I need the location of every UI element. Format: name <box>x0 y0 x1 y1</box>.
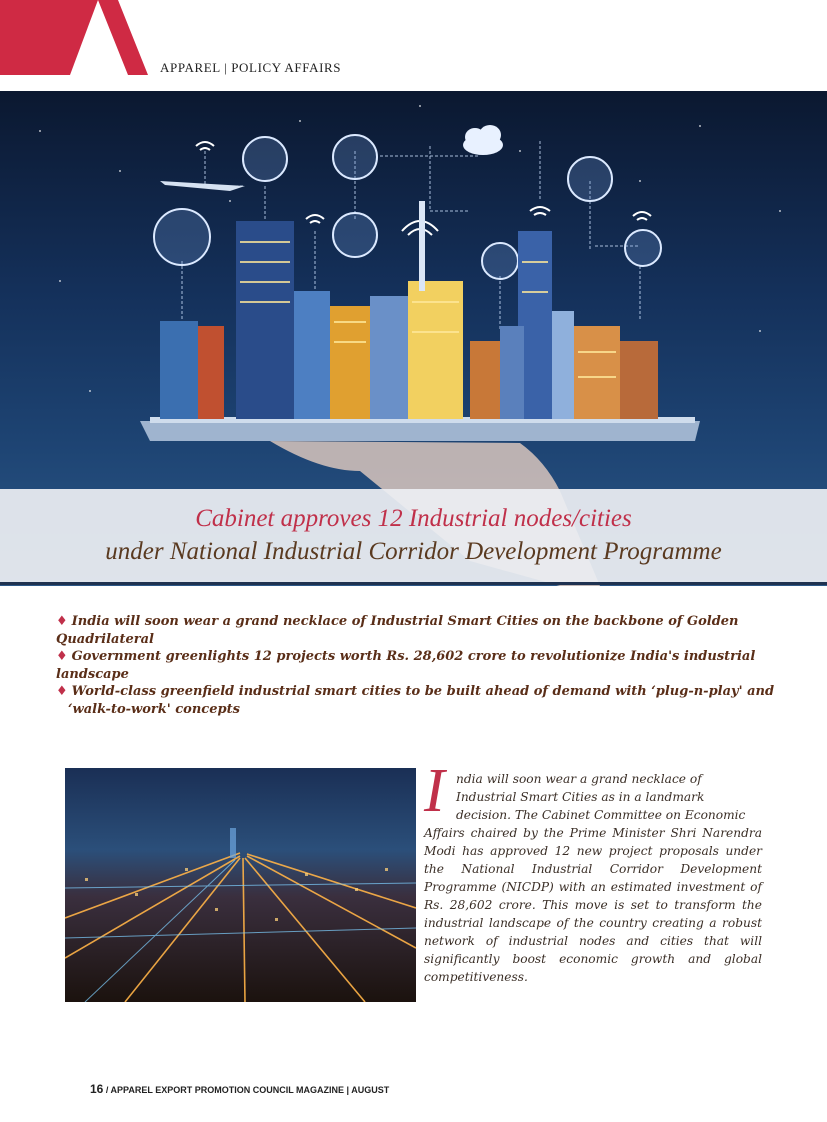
article-title-line-2: under National Industrial Corridor Development Programme <box>105 538 722 565</box>
footer-text: / APPAREL EXPORT PROMOTION COUNCIL MAGAZINE | AUGUST <box>105 1085 390 1095</box>
page-footer <box>90 1082 389 1096</box>
highlight-bullet: ♦ India will soon wear a grand necklace of Industrial Smart Cities on the backbone of Golden Quadrilateral <box>56 614 739 647</box>
highlight-bullet: ♦ Government greenlights 12 projects worth Rs. 28,602 crore to revolutionize India's industrial landscape <box>56 649 756 682</box>
drop-cap: I <box>424 757 445 825</box>
article-body: ndia will soon wear a grand necklace of Industrial Smart Cities as in a landmark decision. The Cabinet Committee on Economic Affairs chaired by the Prime Minister Shri Narendra Modi has approved 12 new project proposals under the National Industrial Corridor Development Programme (NICDP) with an estimated investment of Rs. 28,602 crore. This move is set to transform the industrial landscape of the country creating a robust network of industrial nodes and cities that will significantly boost economic growth and global competitiveness. <box>424 772 762 984</box>
article-title-line-1: Cabinet approves 12 Industrial nodes/cities <box>195 505 632 532</box>
diamond-bullet-icon: ♦ <box>56 649 68 664</box>
city-lights-photo <box>65 768 416 1002</box>
magazine-logo <box>0 0 148 75</box>
title-band <box>0 489 827 585</box>
diamond-bullet-icon: ♦ <box>56 614 68 629</box>
diamond-bullet-icon: ♦ <box>56 684 68 699</box>
section-label: APPAREL | POLICY AFFAIRS <box>160 60 342 75</box>
page-number: 16 <box>90 1082 104 1096</box>
highlight-bullet: ♦ World-class greenfield industrial smart cities to be built ahead of demand with ‘plug-n-play' and ‘walk-to-work' concepts <box>56 684 775 717</box>
